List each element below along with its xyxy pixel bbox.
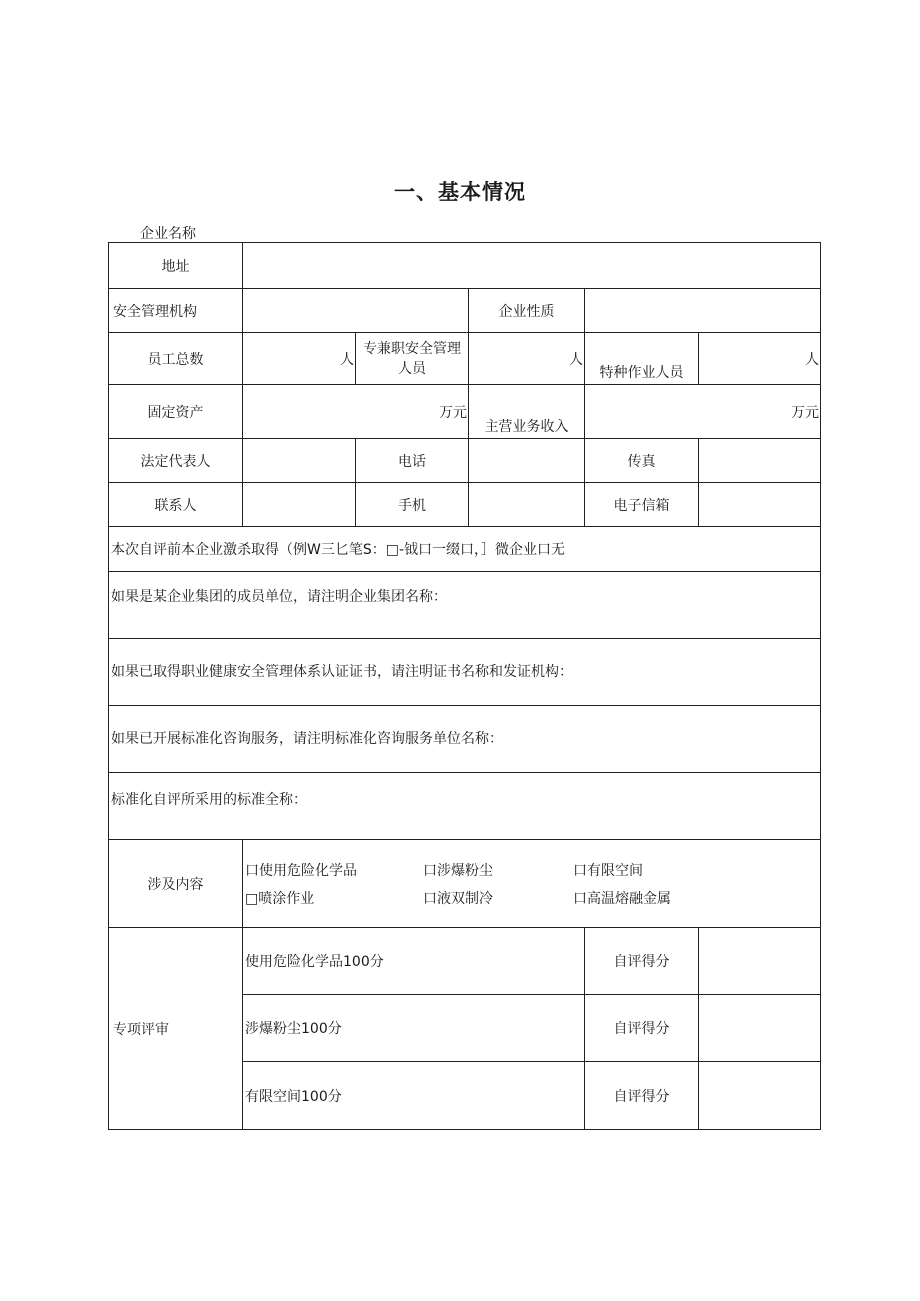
special-ops-label: 特种作业人员 — [585, 333, 699, 385]
score-label: 自评得分 — [585, 1062, 699, 1130]
staff-row — [109, 333, 821, 385]
person-unit: 人 — [805, 351, 819, 368]
standard-name-row — [109, 773, 821, 840]
total-staff-label: 员工总数 — [109, 333, 243, 385]
option-molten-metal[interactable]: 口高温熔融金属 — [573, 890, 671, 907]
group-member-row — [109, 572, 821, 639]
option-confined-space[interactable]: 口有限空间 — [573, 862, 643, 879]
assets-row — [109, 385, 821, 439]
person-unit: 人 — [569, 351, 583, 368]
involved-row — [109, 840, 821, 928]
involved-options — [245, 856, 818, 912]
address-row — [109, 243, 821, 289]
consulting-text[interactable]: 如果已开展标准化咨询服务，请注明标准化咨询服务单位名称： — [109, 706, 821, 773]
safety-org-field[interactable] — [243, 289, 469, 333]
special-item-name: 有限空间100分 — [243, 1062, 585, 1130]
currency-unit: 万元 — [439, 404, 467, 421]
person-unit: 人 — [340, 351, 354, 368]
ohs-cert-row — [109, 639, 821, 706]
special-item-name: 涉爆粉尘100分 — [243, 995, 585, 1062]
consulting-row — [109, 706, 821, 773]
contact-row — [109, 483, 821, 527]
fulltime-safety-label: 专兼职安全管理人员 — [356, 333, 469, 385]
fixed-assets-field[interactable] — [243, 385, 469, 439]
standard-name-text[interactable]: 标准化自评所采用的标准全称： — [109, 773, 821, 840]
prior-grade-row — [109, 527, 821, 572]
currency-unit: 万元 — [791, 404, 819, 421]
enterprise-nature-field[interactable] — [585, 289, 821, 333]
legal-rep-row — [109, 439, 821, 483]
involved-label: 涉及内容 — [109, 840, 243, 928]
score-field[interactable] — [699, 928, 821, 995]
main-revenue-field[interactable] — [585, 385, 821, 439]
phone-label: 电话 — [356, 439, 469, 483]
basic-info-table — [108, 242, 821, 1130]
mobile-field[interactable] — [469, 483, 585, 527]
legal-rep-field[interactable] — [243, 439, 356, 483]
total-staff-field[interactable] — [243, 333, 356, 385]
option-spray-coating[interactable]: □喷涂作业 — [245, 890, 315, 907]
address-label: 地址 — [109, 243, 243, 289]
main-revenue-label: 主营业务收入 — [469, 385, 585, 439]
special-ops-field[interactable] — [699, 333, 821, 385]
special-item-row — [109, 928, 821, 995]
score-label: 自评得分 — [585, 995, 699, 1062]
score-label: 自评得分 — [585, 928, 699, 995]
safety-org-label: 安全管理机构 — [109, 289, 243, 333]
involved-options-cell — [243, 840, 821, 928]
group-member-text[interactable]: 如果是某企业集团的成员单位，请注明企业集团名称： — [109, 572, 821, 639]
option-hazardous-chemicals[interactable]: 口使用危险化学品 — [245, 862, 357, 879]
mobile-label: 手机 — [356, 483, 469, 527]
enterprise-nature-label: 企业性质 — [469, 289, 585, 333]
address-field[interactable] — [243, 243, 821, 289]
company-name-label: 企业名称 — [140, 226, 196, 242]
special-item-name: 使用危险化学品100分 — [243, 928, 585, 995]
page-title: 一、基本情况 — [394, 180, 526, 204]
legal-rep-label: 法定代表人 — [109, 439, 243, 483]
special-review-label: 专项评审 — [109, 928, 243, 1130]
fax-field[interactable] — [699, 439, 821, 483]
phone-field[interactable] — [469, 439, 585, 483]
fulltime-safety-field[interactable] — [469, 333, 585, 385]
ohs-cert-text[interactable]: 如果已取得职业健康安全管理体系认证证书，请注明证书名称和发证机构： — [109, 639, 821, 706]
score-field[interactable] — [699, 995, 821, 1062]
fax-label: 传真 — [585, 439, 699, 483]
email-field[interactable] — [699, 483, 821, 527]
option-explosive-dust[interactable]: 口涉爆粉尘 — [423, 862, 493, 879]
option-ammonia-refrigeration[interactable]: 口液双制冷 — [423, 890, 493, 907]
score-field[interactable] — [699, 1062, 821, 1130]
contact-label: 联系人 — [109, 483, 243, 527]
email-label: 电子信箱 — [585, 483, 699, 527]
contact-field[interactable] — [243, 483, 356, 527]
prior-grade-text[interactable]: 本次自评前本企业激杀取得（例W三匕笔S：□-钺口一缀口，］微企业口无 — [109, 527, 821, 572]
safety-org-row — [109, 289, 821, 333]
fixed-assets-label: 固定资产 — [109, 385, 243, 439]
